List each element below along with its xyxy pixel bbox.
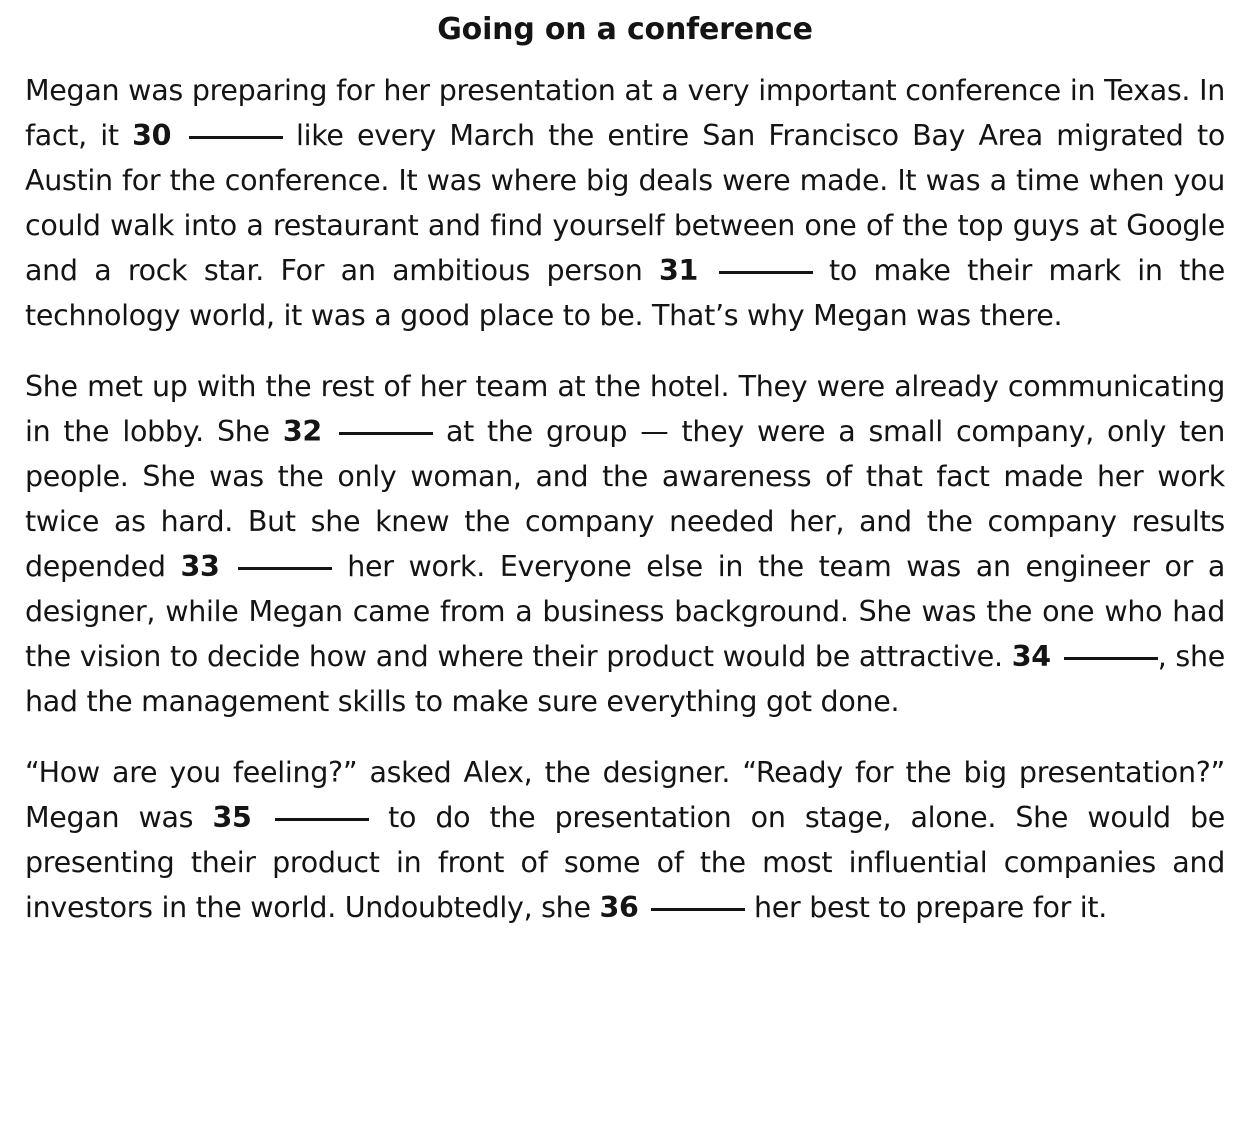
text-segment: her work. Everyone else in the team was an engineer or a designer, while Megan came from a business background. She was the one who had the vision to decide how and where their product would be attractive. bbox=[25, 550, 1225, 673]
paragraph bbox=[25, 68, 1225, 338]
gap-number: 35 bbox=[212, 801, 252, 834]
answer-blank bbox=[189, 135, 283, 139]
document-title: Going on a conference bbox=[437, 12, 813, 47]
document bbox=[25, 8, 1225, 930]
text-segment: at the group — they were a small company, only ten people. She was the only woman, and the awareness of that fact made her work twice as hard. But she knew the company needed her, and the company results depended bbox=[25, 415, 1225, 583]
paragraph bbox=[25, 750, 1225, 930]
answer-blank bbox=[339, 431, 433, 435]
answer-blank bbox=[275, 817, 369, 821]
text-segment: She met up with the rest of her team at the hotel. They were already communicating in the lobby. She bbox=[25, 370, 1225, 448]
text-segment: , she had the management skills to make sure everything got done. bbox=[25, 640, 1225, 718]
gap-number: 32 bbox=[282, 415, 322, 448]
gap-number: 36 bbox=[599, 891, 639, 924]
gap-number: 33 bbox=[180, 550, 220, 583]
text-segment: to make their mark in the technology world, it was a good place to be. That’s why Megan was there. bbox=[25, 254, 1225, 332]
gap-number: 30 bbox=[132, 119, 172, 152]
gap-number: 31 bbox=[658, 254, 699, 287]
text-segment: her best to prepare for it. bbox=[745, 891, 1108, 924]
text-segment: Megan was preparing for her presentation at a very important conference in Texas. In fact, it bbox=[25, 74, 1225, 152]
text-segment: “How are you feeling?” asked Alex, the designer. “Ready for the big presentation?” Megan was bbox=[25, 756, 1225, 834]
document-body bbox=[25, 68, 1225, 930]
text-segment: like every March the entire San Francisco Bay Area migrated to Austin for the conference. It was where big deals were made. It was a time when you could walk into a restaurant and find yourself between one of the top guys at Google and a rock star. For an ambitious person bbox=[25, 119, 1225, 287]
answer-blank bbox=[238, 566, 332, 570]
answer-blank bbox=[1064, 656, 1158, 660]
answer-blank bbox=[651, 907, 745, 911]
text-segment: to do the presentation on stage, alone. She would be presenting their product in front of some of the most influential companies and investors in the world. Undoubtedly, she bbox=[25, 801, 1226, 924]
gap-number: 34 bbox=[1011, 640, 1051, 673]
paragraph bbox=[25, 364, 1225, 724]
answer-blank bbox=[719, 270, 813, 274]
